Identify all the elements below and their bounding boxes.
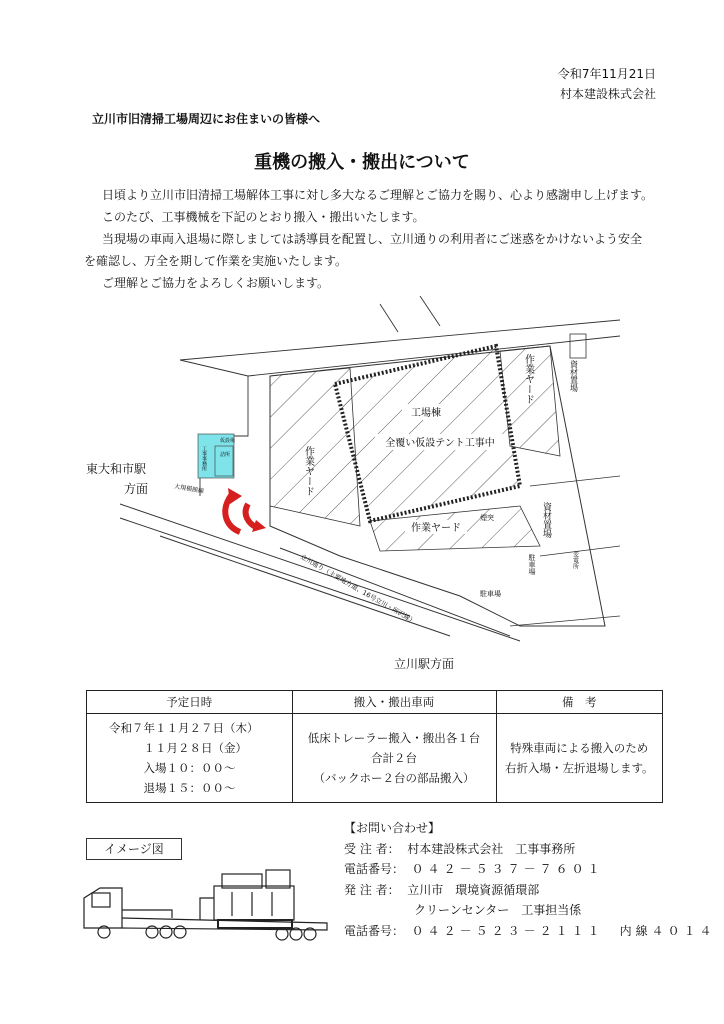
- east-yamato-label: 東大和市駅: [86, 462, 147, 476]
- yard-top-label: 作業ヤード: [522, 354, 534, 404]
- table-row: [87, 714, 663, 803]
- addressee: 立川市旧清掃工場周辺にお住まいの皆様へ: [92, 112, 321, 126]
- image-label: イメージ図: [86, 838, 182, 860]
- road-top-edge-1: [180, 320, 620, 360]
- office-label: 工事事務所: [201, 446, 207, 471]
- truck-cab-icon: [84, 888, 122, 928]
- road-left-label: 大規模館線: [173, 483, 205, 496]
- tent-label: 全覆い仮設テント工事中: [385, 438, 495, 449]
- factory-label: 工場棟: [411, 408, 441, 419]
- parking2-label: 駐車場: [480, 590, 501, 598]
- vehicle-line-1: 低床トレーラー搬入・搬出各１台: [307, 731, 481, 745]
- paragraph-1: 日頃より立川市旧清掃工場解体工事に対し多大なるご理解とご協力を賜り、心より感謝申し上げます。: [102, 188, 654, 202]
- vehicle-line-3: （バックホー２台の部品搬入）: [313, 771, 475, 785]
- small1-label: 詰所: [220, 452, 231, 458]
- owner-name: 立川市 環境資源循環部: [407, 882, 540, 897]
- vehicle-line-2: 合計２台: [371, 751, 418, 765]
- issue-date: 令和7年11月21日: [557, 67, 656, 81]
- note-cell: [496, 714, 662, 803]
- date-block: [558, 64, 656, 104]
- owner-dept: クリーンセンター 工事担当係: [414, 903, 582, 917]
- date-cell: [87, 714, 293, 803]
- trailer-illustration: [82, 868, 332, 944]
- material-right-label: 資材置場: [541, 502, 551, 538]
- client-label: 受 注 者：: [344, 841, 400, 856]
- yard-bottom-label: 作業ヤード: [411, 523, 461, 534]
- date-line-1: 令和７年１１月２７日（木）: [109, 721, 259, 735]
- vehicle-cell: [292, 714, 496, 803]
- table-header-row: [87, 691, 663, 714]
- road-main-label: 立川通り（主要地方道、16号立川・所沢線）: [299, 552, 418, 626]
- header-date: 予定日時: [87, 691, 293, 714]
- date-line-4: 退場１５：００～: [109, 781, 236, 795]
- body-text: [84, 184, 673, 294]
- date-line-2: １１月２８日（金）: [109, 741, 247, 755]
- office-top-label: 仮設場: [220, 438, 236, 444]
- parking-label: 駐車場: [528, 554, 536, 575]
- client-name: 村本建設株式会社 工事事務所: [407, 841, 576, 856]
- road-branch-1: [380, 304, 398, 332]
- chimney-label: 煙突: [480, 514, 494, 522]
- tachikawa-label: 立川駅方面: [394, 657, 455, 671]
- contact-block: [344, 818, 716, 941]
- tel1-label: 電話番号：: [344, 862, 405, 876]
- page-title: 重機の搬入・搬出について: [254, 152, 470, 173]
- header-note: 備 考: [496, 691, 662, 714]
- date-line-3: 入場１０：００～: [109, 761, 236, 775]
- issuer-company: 村本建設株式会社: [559, 87, 656, 101]
- contact-heading: 【お問い合わせ】: [344, 821, 441, 835]
- header-vehicle: 搬入・搬出車両: [292, 691, 496, 714]
- note-line-1: 特殊車両による搬入のため: [510, 741, 649, 755]
- paragraph-2: このたび、工事機械を下記のとおり搬入・搬出いたします。: [102, 210, 425, 224]
- material-top-label: 資材置場: [569, 360, 579, 392]
- factory-building: [335, 346, 520, 521]
- tel1-number: ０４２－５３７－７６０１: [411, 862, 604, 876]
- road-branch-2: [420, 296, 440, 326]
- small-right-label: 変電所: [571, 551, 579, 569]
- note-line-2: 右折入場・左折退場します。: [504, 761, 654, 775]
- tel2-number: ０４２－５２３－２１１１ 内線４０１４: [411, 923, 716, 938]
- schedule-table: [86, 690, 663, 803]
- paragraph-4: ご理解とご協力をよろしくお願いします。: [102, 276, 330, 290]
- paragraph-3b: を確認し、万全を期して作業を実施いたします。: [84, 254, 348, 268]
- paragraph-3a: 当現場の車両入退場に際しましては誘導員を配置し、立川通りの利用者にご迷惑をかけないよう安全: [102, 232, 643, 246]
- yard-left-label: 作業ヤード: [302, 446, 314, 496]
- owner-label: 発 注 者：: [344, 882, 400, 897]
- east-yamato-direction: 方面: [124, 482, 149, 496]
- site-map: [80, 296, 620, 676]
- tel2-label: 電話番号：: [344, 923, 405, 938]
